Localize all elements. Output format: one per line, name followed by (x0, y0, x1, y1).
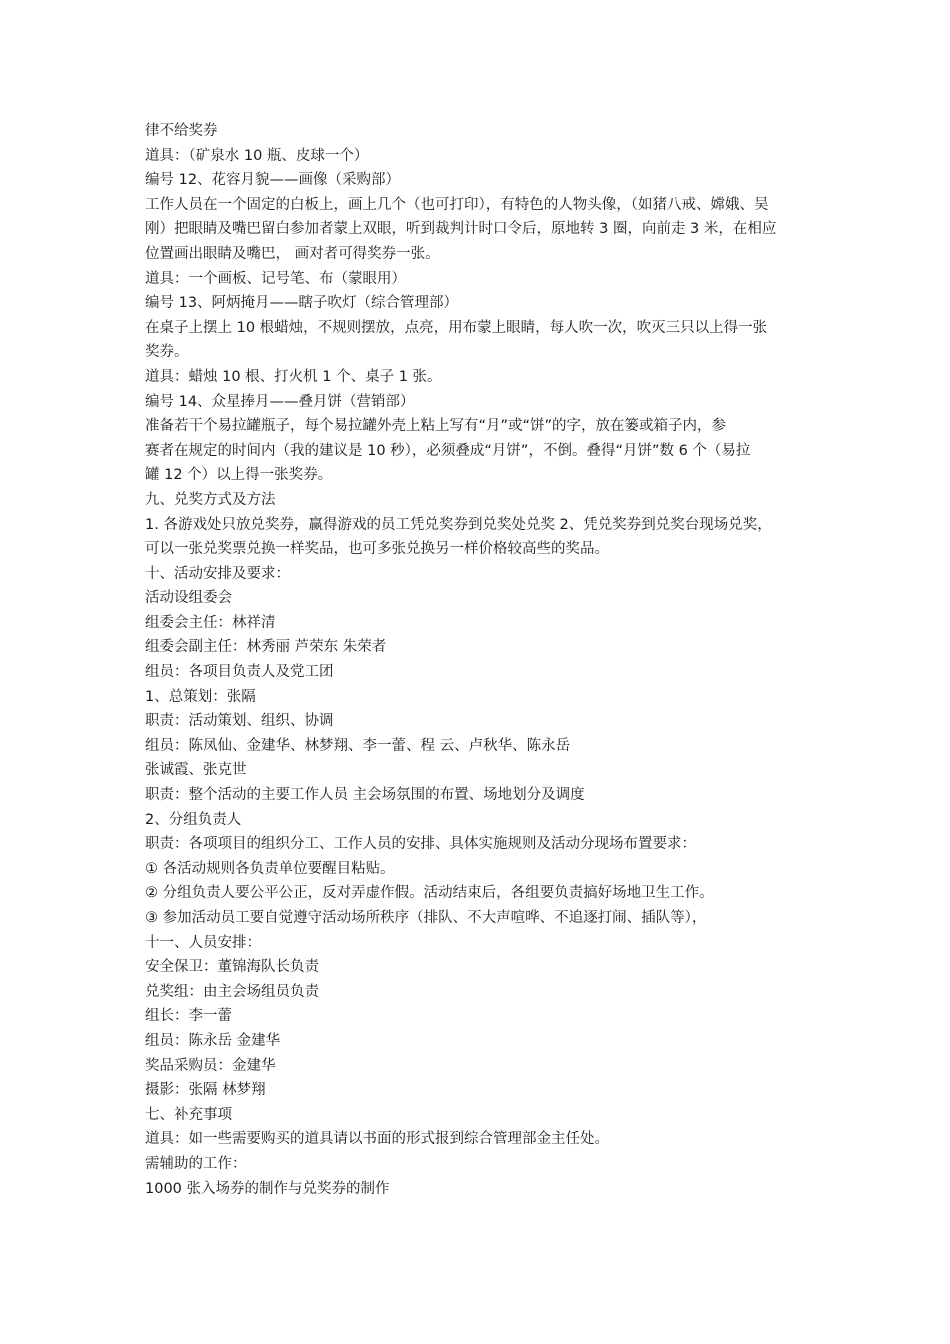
list-item: ③ 参加活动员工要自觉遵守活动场所秩序（排队、不大声喧哗、不追逐打闹、插队等）， (145, 910, 707, 926)
text-line: 摄影：张隔 林梦翔 (145, 1082, 266, 1099)
text-line: 兑奖组：由主会场组员负责 (145, 983, 319, 1000)
section-heading: 编号 14、众星捧月——叠月饼（营销部） (145, 393, 415, 410)
text-line: 位置画出眼睛及嘴巴， 画对者可得奖券一张。 (145, 245, 440, 262)
text-line: 组员：陈永岳 金建华 (145, 1032, 281, 1049)
text-line: 道具：一个画板、记号笔、布（蒙眼用） (145, 270, 406, 287)
text-line: 在桌子上摆上 10 根蜡烛，不规则摆放，点亮，用布蒙上眼睛，每人吹一次，吹灭三只以上得一张 (145, 319, 768, 336)
text-line: 刚）把眼睛及嘴巴留白参加者蒙上双眼，听到裁判计时口令后，原地转 3 圈，向前走 3 米，在相应 (145, 221, 777, 238)
section-heading: 九、兑奖方式及方法 (145, 491, 276, 508)
text-line: 组长：李一蕾 (145, 1008, 232, 1025)
text-line: 可以一张兑奖票兑换一样奖品，也可多张兑换另一样价格较高些的奖品。 (145, 541, 609, 558)
text-line: 罐 12 个）以上得一张奖券。 (145, 467, 333, 484)
text-line: 道具：如一些需要购买的道具请以书面的形式报到综合管理部金主任处。 (145, 1131, 609, 1148)
text-line: 组员：各项目负责人及党工团 (145, 664, 334, 681)
text-line: 准备若干个易拉罐瓶子，每个易拉罐外壳上粘上写有“月”或“饼”的字，放在篓或箱子内，参 (145, 418, 727, 435)
section-heading: 编号 13、阿炳掩月——瞎子吹灯（综合管理部） (145, 295, 459, 312)
section-heading: 七、补充事项 (145, 1106, 232, 1123)
section-heading: 十一、人员安排： (145, 934, 261, 951)
text-line: 道具：蜡烛 10 根、打火机 1 个、桌子 1 张。 (145, 368, 442, 385)
text-line: 组员：陈凤仙、金建华、林梦翔、李一蕾、程 云、卢秋华、陈永岳 (145, 737, 571, 754)
text-line: 1000 张入场券的制作与兑奖券的制作 (145, 1180, 390, 1197)
text-line: 工作人员在一个固定的白板上，画上几个（也可打印），有特色的人物头像，（如猪八戒、嫦娥、吴 (145, 196, 769, 213)
section-heading: 十、活动安排及要求： (145, 565, 290, 582)
text-line: 需辅助的工作： (145, 1155, 247, 1172)
document-body (145, 119, 825, 1201)
list-item: ① 各活动规则各负责单位要醒目粘贴。 (145, 860, 395, 877)
list-item: ② 分组负责人要公平公正，反对弄虚作假。活动结束后，各组要负责搞好场地卫生工作。 (145, 885, 714, 902)
text-line: 组委会副主任：林秀丽 芦荣东 朱荣者 (145, 639, 387, 656)
text-line: 职责：活动策划、组织、协调 (145, 713, 334, 730)
text-line: 职责：各项项目的组织分工、工作人员的安排、具体实施规则及活动分现场布置要求： (145, 836, 696, 853)
text-line: 2、分组负责人 (145, 811, 242, 828)
text-line: 道具：（矿泉水 10 瓶、皮球一个） (145, 147, 369, 164)
text-line: 组委会主任：林祥清 (145, 614, 276, 631)
text-line: 活动设组委会 (145, 590, 232, 607)
text-line: 奖券。 (145, 344, 189, 361)
text-line: 职责：整个活动的主要工作人员 主会场氛围的布置、场地划分及调度 (145, 787, 585, 804)
text-line: 1、总策划：张隔 (145, 688, 256, 705)
text-line: 律不给奖券 (145, 123, 218, 139)
section-heading: 编号 12、花容月貌——画像（采购部） (145, 172, 401, 189)
text-line: 奖品采购员：金建华 (145, 1057, 276, 1074)
text-line: 赛者在规定的时间内（我的建议是 10 秒），必须叠成“月饼”，不倒。叠得“月饼”数 6 个（易拉 (145, 442, 751, 459)
text-line: 张诚霞、张克世 (145, 762, 247, 779)
text-line: 1. 各游戏处只放兑奖券，赢得游戏的员工凭兑奖券到兑奖处兑奖 2、凭兑奖券到兑奖台现场兑奖， (145, 516, 772, 533)
text-line: 安全保卫：董锦海队长负责 (145, 959, 319, 976)
